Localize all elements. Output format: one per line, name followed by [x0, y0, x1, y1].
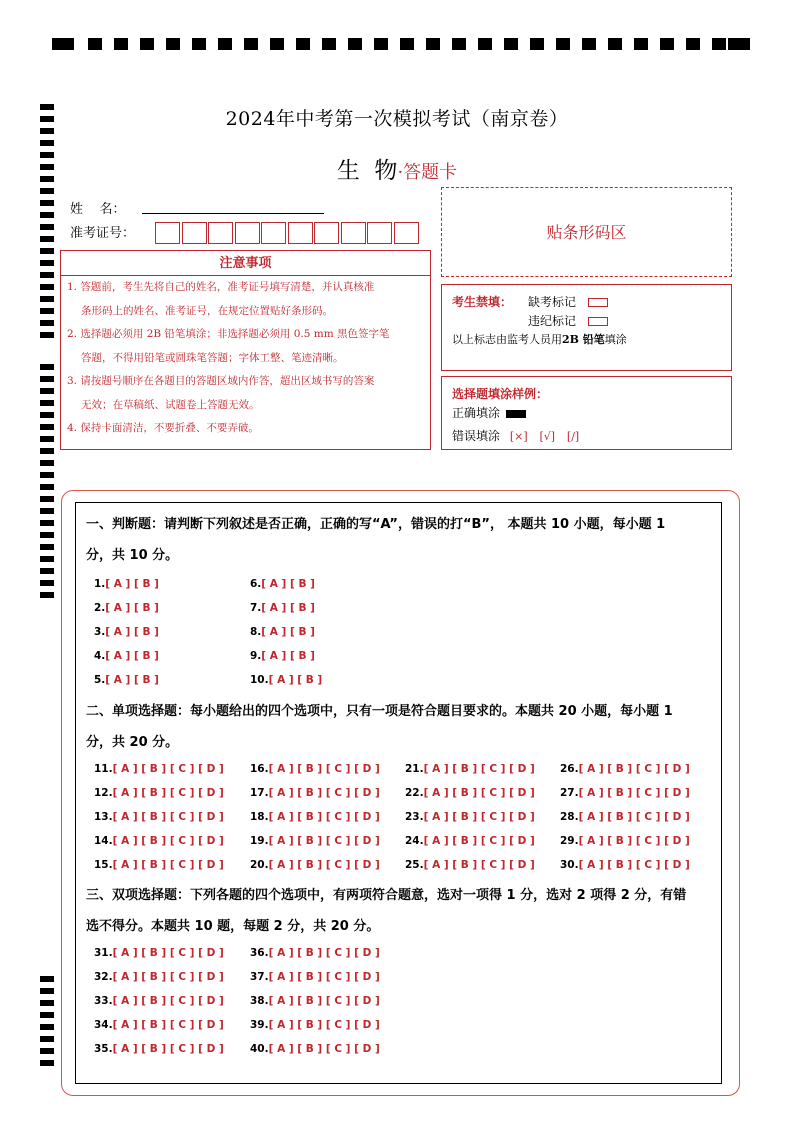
q-number: 16.: [250, 763, 269, 775]
notice-box: [60, 250, 431, 450]
forbidden-title: 考生禁填：: [452, 295, 513, 309]
q-number: 19.: [250, 835, 269, 847]
question-16[interactable]: [250, 763, 380, 775]
q-number: 10.: [250, 674, 269, 686]
section-1-line2: 分，共 10 分。: [86, 548, 179, 563]
notice-item: 2. 选择题必须用 2B 铅笔填涂；非选择题必须用 0.5 mm 黑色签字笔: [67, 328, 390, 340]
question-13[interactable]: [94, 811, 224, 823]
q-number: 20.: [250, 859, 269, 871]
q-options[interactable]: [ A ] [ B ] [ C ] [ D ]: [423, 835, 535, 847]
question-5[interactable]: [94, 674, 159, 686]
question-17[interactable]: [250, 787, 380, 799]
forbidden-note: [452, 331, 627, 347]
subject-title: [0, 152, 794, 185]
q-number: 18.: [250, 811, 269, 823]
question-6[interactable]: [250, 578, 315, 590]
q-options[interactable]: [ A ] [ B ]: [105, 578, 159, 590]
q-options[interactable]: [ A ] [ B ]: [261, 602, 315, 614]
wrong-mark: [√]: [539, 430, 556, 443]
q-options[interactable]: [ A ] [ B ]: [105, 674, 159, 686]
correct-label: 正确填涂: [452, 406, 501, 420]
q-number: 12.: [94, 787, 113, 799]
q-number: 15.: [94, 859, 113, 871]
q-options[interactable]: [ A ] [ B ]: [105, 626, 159, 638]
q-number: 22.: [405, 787, 424, 799]
q-options[interactable]: [ A ] [ B ] [ C ] [ D ]: [268, 811, 380, 823]
q-number: 7.: [250, 602, 262, 614]
q-number: 31.: [94, 947, 113, 959]
question-31[interactable]: [94, 947, 224, 959]
question-25[interactable]: [405, 859, 535, 871]
notice-item: 3. 请按题号顺序在各题目的答题区域内作答，超出区域书写的答案: [67, 375, 375, 387]
q-options[interactable]: [ A ] [ B ] [ C ] [ D ]: [268, 859, 380, 871]
question-28[interactable]: [560, 811, 690, 823]
q-number: 24.: [405, 835, 424, 847]
question-11[interactable]: [94, 763, 224, 775]
question-36[interactable]: [250, 947, 380, 959]
q-number: 21.: [405, 763, 424, 775]
q-options[interactable]: [ A ] [ B ]: [105, 602, 159, 614]
question-26[interactable]: [560, 763, 690, 775]
name-label: 姓 名：: [70, 202, 126, 217]
q-options[interactable]: [ A ] [ B ] [ C ] [ D ]: [578, 763, 690, 775]
question-14[interactable]: [94, 835, 224, 847]
q-options[interactable]: [ A ] [ B ] [ C ] [ D ]: [578, 859, 690, 871]
id-digit-box[interactable]: [314, 222, 339, 244]
question-15[interactable]: [94, 859, 224, 871]
q-options[interactable]: [ A ] [ B ]: [261, 626, 315, 638]
question-27[interactable]: [560, 787, 690, 799]
name-field[interactable]: [142, 213, 324, 214]
q-number: 14.: [94, 835, 113, 847]
question-19[interactable]: [250, 835, 380, 847]
answer-card-label: 答题卡: [403, 162, 458, 183]
question-10[interactable]: [250, 674, 322, 686]
forbidden-note-suffix: 填涂: [604, 333, 627, 346]
id-digit-box[interactable]: [208, 222, 233, 244]
question-20[interactable]: [250, 859, 380, 871]
q-options[interactable]: [ A ] [ B ] [ C ] [ D ]: [112, 835, 224, 847]
question-3[interactable]: [94, 626, 159, 638]
q-number: 3.: [94, 626, 106, 638]
q-number: 35.: [94, 1043, 113, 1055]
violation-mark-box[interactable]: [588, 317, 608, 326]
q-number: 8.: [250, 626, 262, 638]
wrong-mark: [×]: [509, 430, 528, 443]
q-number: 40.: [250, 1043, 269, 1055]
q-number: 28.: [560, 811, 579, 823]
forbidden-note-prefix: 以上标志由监考人员用: [452, 333, 562, 346]
notice-item: 条形码上的姓名、准考证号，在规定位置贴好条形码。: [81, 304, 333, 317]
subject-name: 生 物: [336, 158, 398, 184]
violation-mark-row: [528, 312, 608, 329]
section-2-line2: 分，共 20 分。: [86, 735, 179, 750]
question-4[interactable]: [94, 650, 159, 662]
filled-mark: [506, 410, 526, 418]
q-options[interactable]: [ A ] [ B ] [ C ] [ D ]: [112, 811, 224, 823]
id-digit-box[interactable]: [341, 222, 366, 244]
question-33[interactable]: [94, 995, 224, 1007]
absent-mark-box[interactable]: [588, 298, 608, 307]
exam-title: 2024年中考第一次模拟考试（南京卷）: [225, 108, 569, 130]
id-digit-box[interactable]: [394, 222, 419, 244]
q-options[interactable]: [ A ] [ B ] [ C ] [ D ]: [268, 787, 380, 799]
question-22[interactable]: [405, 787, 535, 799]
absent-label: 缺考标记: [528, 295, 577, 309]
violation-label: 违纪标记: [528, 314, 577, 328]
q-options[interactable]: [ A ] [ B ] [ C ] [ D ]: [578, 835, 690, 847]
q-number: 2.: [94, 602, 106, 614]
question-37[interactable]: [250, 971, 380, 983]
section-3-heading: [86, 880, 686, 942]
q-options[interactable]: [ A ] [ B ]: [261, 578, 315, 590]
id-digit-box[interactable]: [288, 222, 313, 244]
barcode-label: 贴条形码区: [546, 223, 627, 242]
q-options[interactable]: [ A ] [ B ] [ C ] [ D ]: [268, 763, 380, 775]
correct-sample-row: [452, 404, 526, 421]
question-12[interactable]: [94, 787, 224, 799]
q-number: 1.: [94, 578, 106, 590]
q-options[interactable]: [ A ] [ B ] [ C ] [ D ]: [268, 971, 380, 983]
sample-title: 选择题填涂样例：: [452, 387, 549, 401]
q-number: 32.: [94, 971, 113, 983]
question-40[interactable]: [250, 1043, 380, 1055]
question-32[interactable]: [94, 971, 224, 983]
q-number: 23.: [405, 811, 424, 823]
q-options[interactable]: [ A ] [ B ] [ C ] [ D ]: [112, 859, 224, 871]
question-1[interactable]: [94, 578, 159, 590]
question-21[interactable]: [405, 763, 535, 775]
question-38[interactable]: [250, 995, 380, 1007]
question-34[interactable]: [94, 1019, 224, 1031]
q-options[interactable]: [ A ] [ B ] [ C ] [ D ]: [112, 763, 224, 775]
q-number: 5.: [94, 674, 106, 686]
question-8[interactable]: [250, 626, 315, 638]
question-39[interactable]: [250, 1019, 380, 1031]
q-number: 26.: [560, 763, 579, 775]
section-1-line1: 一、判断题：请判断下列叙述是否正确，正确的写“A”，错误的打“B”， 本题共 10 小题，每小题 1: [86, 517, 666, 532]
id-digit-box[interactable]: [261, 222, 286, 244]
id-digit-box[interactable]: [235, 222, 260, 244]
notice-item: 答题，不得用铅笔或圆珠笔答题；字体工整、笔迹清晰。: [81, 351, 344, 364]
q-options[interactable]: [ A ] [ B ] [ C ] [ D ]: [112, 995, 224, 1007]
q-options[interactable]: [ A ] [ B ] [ C ] [ D ]: [268, 995, 380, 1007]
id-digit-box[interactable]: [182, 222, 207, 244]
q-options[interactable]: [ A ] [ B ] [ C ] [ D ]: [578, 787, 690, 799]
q-number: 33.: [94, 995, 113, 1007]
fill-sample-box: [441, 376, 732, 450]
q-options[interactable]: [ A ] [ B ] [ C ] [ D ]: [112, 787, 224, 799]
q-number: 9.: [250, 650, 262, 662]
q-options[interactable]: [ A ] [ B ] [ C ] [ D ]: [112, 971, 224, 983]
q-options[interactable]: [ A ] [ B ] [ C ] [ D ]: [423, 859, 535, 871]
wrong-sample-row: [452, 427, 579, 444]
q-options[interactable]: [ A ] [ B ] [ C ] [ D ]: [423, 763, 535, 775]
forbidden-note-bold: 2B 铅笔: [562, 333, 605, 346]
q-number: 34.: [94, 1019, 113, 1031]
barcode-area[interactable]: [441, 187, 732, 277]
notice-item: 无效；在草稿纸、试题卷上答题无效。: [81, 398, 260, 411]
q-number: 38.: [250, 995, 269, 1007]
question-35[interactable]: [94, 1043, 224, 1055]
q-number: 17.: [250, 787, 269, 799]
q-number: 29.: [560, 835, 579, 847]
q-number: 39.: [250, 1019, 269, 1031]
q-number: 27.: [560, 787, 579, 799]
question-2[interactable]: [94, 602, 159, 614]
question-24[interactable]: [405, 835, 535, 847]
q-options[interactable]: [ A ] [ B ]: [105, 650, 159, 662]
wrong-label: 错误填涂: [452, 429, 501, 443]
q-number: 25.: [405, 859, 424, 871]
id-digit-box[interactable]: [367, 222, 392, 244]
section-1-heading: [86, 509, 665, 571]
title-separator: ·: [397, 162, 404, 183]
question-30[interactable]: [560, 859, 690, 871]
q-number: 11.: [94, 763, 113, 775]
q-options[interactable]: [ A ] [ B ] [ C ] [ D ]: [112, 1019, 224, 1031]
notice-item: 1. 答题前，考生先将自己的姓名，准考证号填写清楚，并认真核准: [67, 281, 375, 293]
notice-item: 4. 保持卡面清洁，不要折叠、不要弄破。: [67, 422, 259, 434]
q-options[interactable]: [ A ] [ B ] [ C ] [ D ]: [578, 811, 690, 823]
question-18[interactable]: [250, 811, 380, 823]
q-number: 13.: [94, 811, 113, 823]
q-options[interactable]: [ A ] [ B ] [ C ] [ D ]: [268, 1019, 380, 1031]
question-7[interactable]: [250, 602, 315, 614]
q-number: 37.: [250, 971, 269, 983]
q-options[interactable]: [ A ] [ B ] [ C ] [ D ]: [423, 787, 535, 799]
q-options[interactable]: [ A ] [ B ] [ C ] [ D ]: [423, 811, 535, 823]
q-options[interactable]: [ A ] [ B ] [ C ] [ D ]: [268, 1043, 380, 1055]
q-number: 4.: [94, 650, 106, 662]
notice-list: [67, 276, 426, 441]
section-2-line1: 二、单项选择题：每小题给出的四个选项中，只有一项是符合题目要求的。本题共 20 小题，每小题 1: [86, 704, 673, 719]
question-9[interactable]: [250, 650, 315, 662]
q-options[interactable]: [ A ] [ B ] [ C ] [ D ]: [268, 947, 380, 959]
q-options[interactable]: [ A ] [ B ]: [268, 674, 323, 686]
absent-mark-row: [528, 293, 608, 310]
question-29[interactable]: [560, 835, 690, 847]
examinee-forbidden-box: [441, 284, 732, 371]
wrong-mark: [/]: [566, 430, 580, 443]
id-label: 准考证号：: [70, 226, 136, 241]
section-3-line2: 选不得分。本题共 10 题，每题 2 分，共 20 分。: [86, 919, 380, 934]
section-2-heading: [86, 696, 673, 758]
q-number: 30.: [560, 859, 579, 871]
notice-title: 注意事项: [60, 250, 431, 276]
q-number: 36.: [250, 947, 269, 959]
top-timing-marks: [52, 38, 752, 50]
id-digit-box[interactable]: [155, 222, 180, 244]
q-options[interactable]: [ A ] [ B ] [ C ] [ D ]: [112, 947, 224, 959]
q-options[interactable]: [ A ] [ B ]: [261, 650, 315, 662]
section-3-line1: 三、双项选择题：下列各题的四个选项中，有两项符合题意，选对一项得 1 分，选对 2 项得 2 分，有错: [86, 888, 687, 903]
q-number: 6.: [250, 578, 262, 590]
q-options[interactable]: [ A ] [ B ] [ C ] [ D ]: [112, 1043, 224, 1055]
question-23[interactable]: [405, 811, 535, 823]
q-options[interactable]: [ A ] [ B ] [ C ] [ D ]: [268, 835, 380, 847]
